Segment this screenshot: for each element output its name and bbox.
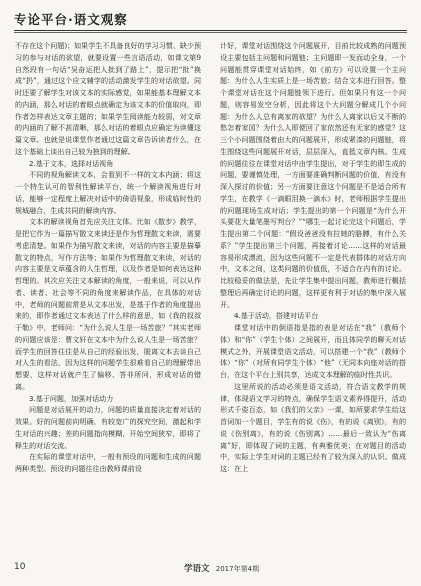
left-column xyxy=(15,40,201,546)
paragraph: 不同的视角解读文本，会看到不一样的文本内涵；将这一个特生认可的智利性解读平台，统一个解读视角进行对话，能够一定程度上解决对话中的倚语视象，形成临时性的规城融合，生成共同的解读内容。 xyxy=(15,170,201,215)
paragraph: 在实际的课堂对话中，一般有预设的问题和生成的问题两种类型。预设的问题往往由教师课前设 xyxy=(15,452,201,473)
paragraph: 计好，课堂对话围绕这个问题展开，目前比较成熟的问题预设主要包括主问题和问题链；主问题即一发而动全身，一个问题能贯穿课堂对话始终，如《前方》可以设置一个主问题：为什么人生实质上是一场苦旅；结合文本进行回答。整个课堂对话在这个问题链领下进行。但如果只有这一个问题，则容易发空分析，因此将这个大问题分解成几个小问题：为什么人总有离家的欲望？为什么人离家以后又不断的愁怎着家园？为什么人即便回了家依然还有无家的感觉？这三个小问题围绕着由大的问题展开，形成紧凑的问题链，将生围绕这些问题展开对话，层层深入，直抵文章内核。生成的问题往往在课堂对话中由学生提出，对于学生的即生成的问题，要谨慎处理，一方面要准确判断问题的价值，有没有深入探讨的价值；另一方面要注意这个问题是不是适合所有学生，在教学《一滴眼泪换一滴水》时，老师根据学生提出的问题现场生成对话；学生提出的第一个问题是“为什么开头要花大量笔墨写判台？”“哪生一起讨论完这个问题后，学生提出第二个问题：“假设爸爸没有拉她的胳膊，有什么关系？”学生提出第三个问题，再接着讨论……这样的对话最容易形成漂流，因为这些问题不一定是代表群体的对话方向中，文本之间，这类问题的价值低，不适合在内有的讨论。比较稳妥的做法是，先让学生集中提出问题，教师进行概括整理后再确定讨论的问题，这样更有利于对话的集中深入展开。 xyxy=(220,41,406,309)
section-heading: 4.基于活动，搭建对话平台 xyxy=(234,311,319,321)
page-number: 10 xyxy=(14,562,26,572)
journal-name: 学语文 xyxy=(184,564,210,574)
header-rule-thin xyxy=(14,32,407,33)
page-header xyxy=(14,8,407,32)
right-column xyxy=(220,40,406,546)
paragraph: 不存在这个问题)；如果学生不具备良好的学习习惯、缺少预习的参与对话的欲望，就要设置一些言语活动，如课文第9自然段有一句话“吴奋运把人批到了路上”，提示把“批”换成“扔”，通过这个应文辅学的活动激发学生的对话欲望。同时还要了解学生对该文本的实际感觉，如果能基本理解文本的内涵，那么对话的着眼点就确定为该文本的价值取向，即作者怎样表达文章主题的；如果学生阅读能力较弱，对文章的内涵的了解不甚清晰，那么对话的着眼点应确定为读懂这篇文章。也就是说课堂作者通过这篇文章告诉读者什么，在这个基础上谈出自己较为独到的理解。 xyxy=(15,41,201,156)
column-title: 专论平台·语文观察 xyxy=(14,12,128,27)
paragraph: 文本的解读视角首先应关注文体。比如《散步》教学，是把它作为一篇描写散文来读还是作为哲理散文来读，需要考虑清楚。如果作为描写散文来读，对话的内容主要是描摹散文的特点，写作方法等；如果作为哲理散文来读，对话的内容主要是文章蕴含的人生哲理，以及作者是如何表达这种哲理的。其次应关注文本解读的角度，一般来说，可以从作者、读者、社会等不同的角度来解读作品，在具体的对话中，老师的问题前常是从文本出发，是基于作者的角度提出来的，即作者通过文本表达了什么样的意思，如《我的叔叔于勒》中，老师问：“为什么说人生是一场苦旅？”其实老师的问题应该是：曹文轩在文本中为什么说人生是一场苦旅？而学生的回答往往是从自己的经验出发，脱离文本去谈自己对人生的看法，因为这样的问题学生很难看自己的理解带出想要，这样对话就产生了偏移、答非所问，形成对话的错离。 xyxy=(15,217,201,391)
page-footer xyxy=(14,562,407,576)
header-rule xyxy=(14,30,407,31)
journal-info xyxy=(184,562,259,574)
paragraph: 问题是对话展开的动力，问题的质量直接决定着对话的效果。好的问题前向明确，有较宽广的探究空间，激起和学生对话的兴趣；差的问题指向模糊，开始空间狭窄，即将了释生的对话交流。 xyxy=(15,405,201,450)
paragraph: 这里所说的活动必须是语文活动，符合语文教学的规律，体现语文学习的特点，确保学生语文素养得提升，活动形式千姿百态，如《我们的父亲》一课，如所要求学生给这首词加一个题目，学生有的说《伤》，有的说《离别》，有的说《伤别离》，有的说《伤别离》……最后一致认为“伤离离”好，即体现了词的主题，有典雅优美；在对题目的活动中，实际上学生对词的主题已经有了较为深入的认识。做成这：在上 xyxy=(220,381,406,473)
paragraph: 课堂对话中的倒语指是指的表是对话在“我”（教师个体）和“你”（学生个体）之间展开，而且体同学的聊天对话模式之外，开展课堂语文活动，可以搭建一个“我”（教师个体）“你”（对所有同学生个体）“他”（无同本向座对话的搭台，在这个平台上别共享，达成文本理解的临时性共识。 xyxy=(220,323,406,379)
section-heading: 2.基于文本，选择对话视角 xyxy=(29,158,114,168)
section-heading: 3.基于问题，加强对话动力 xyxy=(29,393,114,403)
journal-issue: 2017年第4期 xyxy=(215,565,260,573)
